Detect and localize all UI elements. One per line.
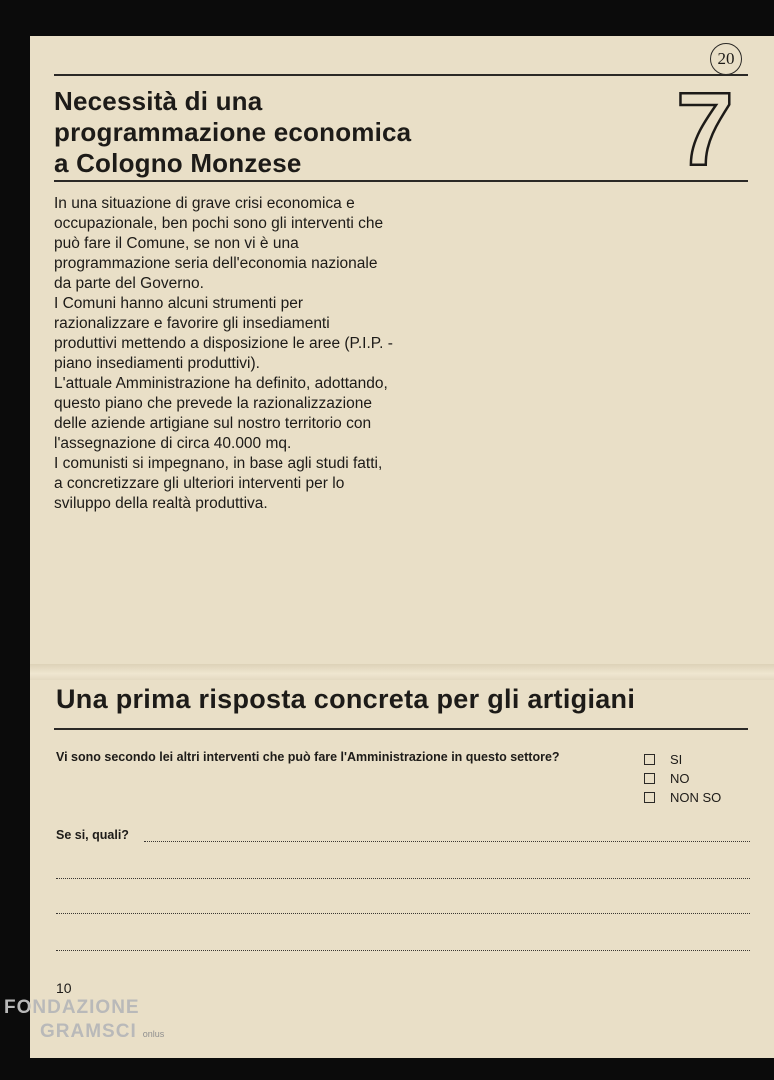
watermark-line: GRAMSCI bbox=[40, 1021, 137, 1042]
archive-watermark bbox=[4, 996, 164, 1046]
option-no[interactable] bbox=[644, 769, 721, 788]
option-label: SI bbox=[670, 752, 683, 767]
answer-line-1[interactable] bbox=[144, 841, 750, 842]
section-rule bbox=[54, 728, 748, 730]
top-rule bbox=[54, 74, 748, 76]
answer-line-2[interactable] bbox=[56, 878, 750, 879]
checkbox-no[interactable] bbox=[644, 773, 655, 784]
body-paragraph: I comunisti si impegnano, in base agli studi fatti, a concretizzare gli ulteriori interventi per lo sviluppo della realtà produttiva. bbox=[54, 455, 383, 512]
bleed-through-text bbox=[422, 194, 752, 594]
watermark-suffix: onlus bbox=[142, 1029, 165, 1039]
title-line: programmazione economica bbox=[54, 117, 412, 147]
document-page bbox=[30, 36, 774, 1058]
page-number: 10 bbox=[56, 980, 72, 996]
answer-options bbox=[644, 750, 721, 807]
title-rule bbox=[54, 180, 748, 182]
option-label: NON SO bbox=[670, 790, 722, 805]
page-fold bbox=[30, 664, 774, 680]
option-non-so[interactable] bbox=[644, 788, 721, 807]
option-si[interactable] bbox=[644, 750, 721, 769]
chapter-number: 7 bbox=[676, 72, 734, 188]
body-paragraph: L'attuale Amministrazione ha definito, adottando, questo piano che prevede la razionalizzazione delle aziende artigiane sul nostro territorio con l'assegnazione di circa 40.000 mq. bbox=[54, 375, 388, 452]
body-paragraph: In una situazione di grave crisi economica e occupazionale, ben pochi sono gli interventi che può fare il Comune, se non vi è una programmazione seria dell'economia nazionale da parte del Governo. bbox=[54, 195, 384, 292]
followup-label: Se si, quali? bbox=[56, 828, 129, 842]
answer-line-4[interactable] bbox=[56, 950, 750, 951]
checkbox-si[interactable] bbox=[644, 754, 655, 765]
checkbox-non-so[interactable] bbox=[644, 792, 655, 803]
section-title: Una prima risposta concreta per gli artigiani bbox=[56, 684, 636, 714]
option-label: NO bbox=[670, 771, 690, 786]
body-text bbox=[54, 194, 394, 514]
watermark-line: FONDAZIONE bbox=[4, 997, 140, 1018]
handwritten-page-mark: 20 bbox=[710, 43, 742, 75]
page-title bbox=[54, 86, 411, 179]
answer-line-3[interactable] bbox=[56, 913, 750, 914]
body-paragraph: I Comuni hanno alcuni strumenti per razionalizzare e favorire gli insediamenti produttivi mettendo a disposizione le aree (P.I.P. - piano insediamenti produttivi). bbox=[54, 295, 393, 372]
survey-question: Vi sono secondo lei altri interventi che può fare l'Amministrazione in questo settore? bbox=[56, 750, 560, 764]
title-line: Necessità di una bbox=[54, 86, 263, 116]
title-line: a Cologno Monzese bbox=[54, 148, 302, 178]
